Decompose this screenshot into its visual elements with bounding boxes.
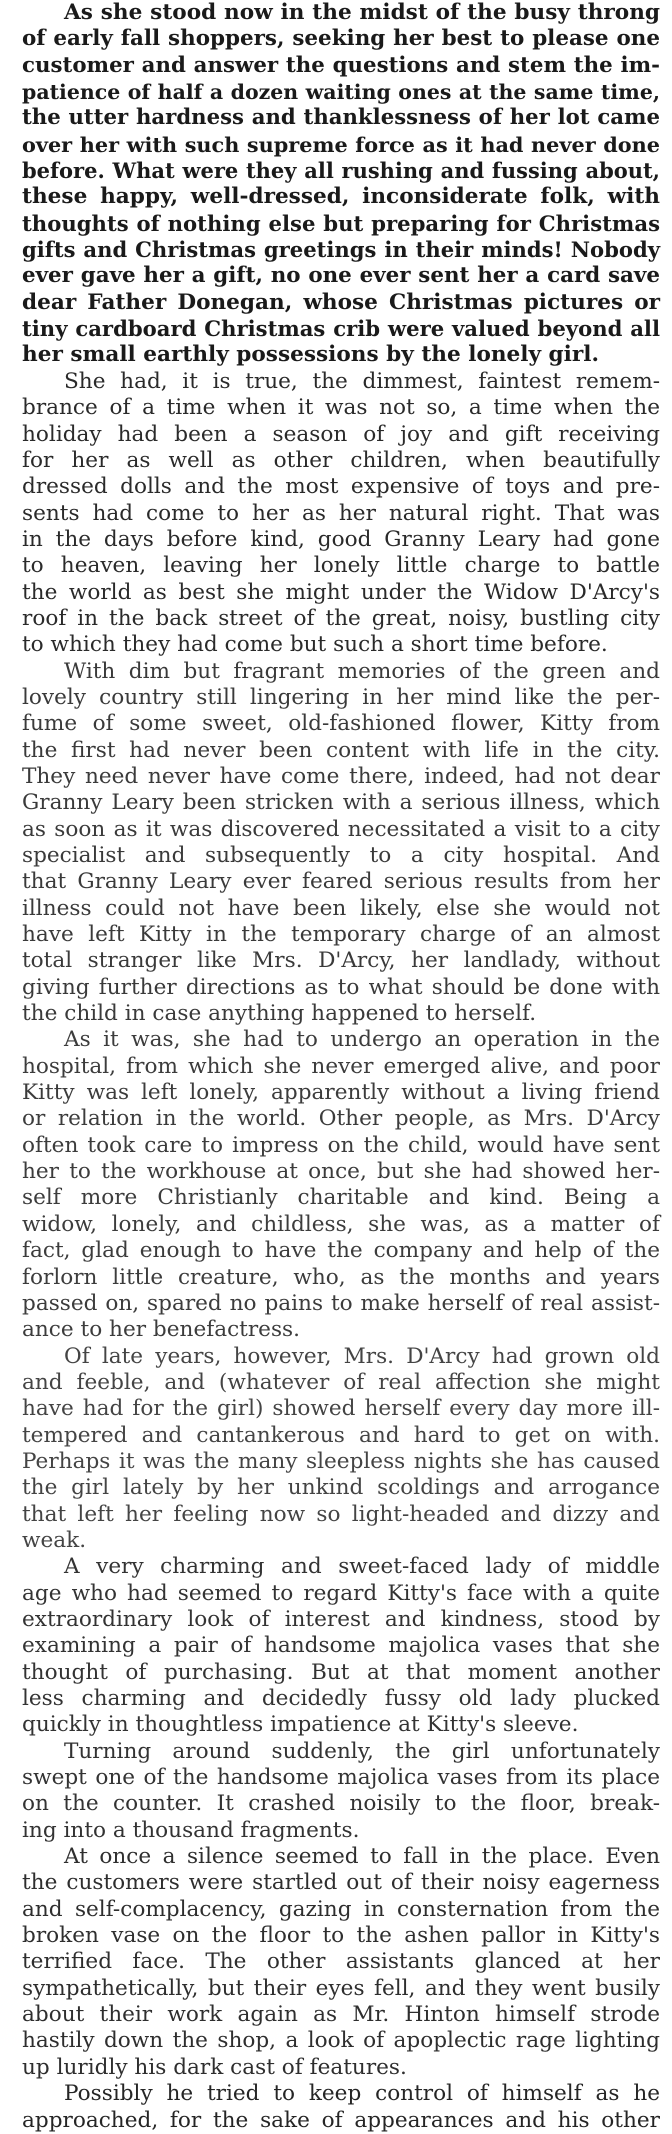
text-line: broken vase on the floor to the ashen pallor in Kitty's — [22, 1923, 660, 1949]
paragraph — [22, 659, 660, 1028]
text-line: the girl lately by her unkind scoldings and arrogance — [22, 1475, 660, 1501]
text-line: sympathetically, but their eyes fell, and they went busily — [22, 1975, 660, 2001]
text-line: these happy, well-dressed, inconsiderate folk, with — [22, 184, 660, 210]
text-line: of early fall shoppers, seeking her best to please one — [22, 26, 660, 52]
text-line: dear Father Donegan, whose Christmas pictures or — [22, 289, 660, 315]
text-line: hospital, from which she never emerged alive, and poor — [22, 1053, 660, 1079]
text-line: have left Kitty in the temporary charge of an almost — [22, 922, 660, 948]
text-line: up luridly his dark cast of features. — [22, 2054, 407, 2080]
text-line: holiday had been a season of joy and gift receiving — [22, 421, 660, 447]
text-line: that left her feeling now so light-headed and dizzy and — [22, 1501, 660, 1527]
text-line: tempered and cantankerous and hard to get on with. — [22, 1422, 660, 1448]
paragraph — [22, 1344, 660, 1555]
text-line: the customers were startled out of their noisy eagerness — [22, 1870, 660, 1896]
text-line: hastily down the shop, a look of apoplectic rage lighting — [22, 2028, 660, 2054]
text-line: Turning around suddenly, the girl unfortunately — [64, 1738, 660, 1764]
paragraph — [22, 1739, 660, 1844]
text-line: to heaven, leaving her lonely little charge to battle — [22, 553, 660, 579]
text-line: ing into a thousand fragments. — [22, 1817, 360, 1843]
text-line: lovely country still lingering in her mind like the per- — [22, 684, 660, 710]
paragraph — [22, 1554, 660, 1738]
text-line: customer and answer the questions and stem the im- — [22, 52, 660, 78]
text-line: Possibly he tried to keep control of himself as he — [64, 2081, 660, 2107]
text-line: age who had seemed to regard Kitty's face with a quite — [22, 1580, 660, 1606]
text-line: As it was, she had to undergo an operation in the — [64, 1027, 660, 1053]
text-line: in the days before kind, good Granny Leary had gone — [22, 526, 660, 552]
text-line: and self-complacency, gazing in consternation from the — [22, 1896, 660, 1922]
text-line: extraordinary look of interest and kindness, stood by — [22, 1606, 660, 1632]
text-line: quickly in thoughtless impatience at Kitty's sleeve. — [22, 1712, 579, 1738]
text-line: A very charming and sweet-faced lady of middle — [64, 1554, 660, 1580]
text-line: They need never have come there, indeed, had not dear — [22, 763, 660, 789]
text-line: gifts and Christmas greetings in their minds! Nobody — [22, 237, 660, 263]
text-line: fact, glad enough to have the company and help of the — [22, 1238, 660, 1264]
text-line: swept one of the handsome majolica vases from its place — [22, 1765, 660, 1791]
text-line: terrified face. The other assistants glanced at her — [22, 1949, 660, 1975]
text-line: total stranger like Mrs. D'Arcy, her landlady, without — [22, 948, 660, 974]
text-line: approached, for the sake of appearances and his other — [22, 2107, 660, 2133]
text-line: ance to her benefactress. — [22, 1317, 300, 1343]
text-line: specialist and subsequently to a city hospital. And — [22, 843, 660, 868]
paragraph — [22, 369, 660, 659]
story-text-column — [22, 0, 660, 2134]
text-line: illness could not have been likely, else she would not — [22, 895, 660, 921]
text-line: Of late years, however, Mrs. D'Arcy had grown old — [64, 1343, 660, 1369]
text-line: She had, it is true, the dimmest, faintest remem- — [64, 368, 660, 394]
text-line: fume of some sweet, old-fashioned flower, Kitty from — [22, 711, 660, 737]
text-line: for her as well as other children, when beautifully — [22, 447, 660, 473]
text-line: Perhaps it was the many sleepless nights she has caused — [22, 1448, 660, 1474]
text-line: over her with such supreme force as it had never done — [22, 131, 660, 157]
text-line: As she stood now in the midst of the busy throng — [64, 0, 660, 25]
text-line: self more Christianly charitable and kind. Being a — [22, 1185, 660, 1211]
text-line: patience of half a dozen waiting ones at the same time, — [22, 80, 660, 105]
text-line: have had for the girl) showed herself every day more ill- — [22, 1396, 660, 1422]
text-line: passed on, spared no pains to make herself of real assist- — [22, 1290, 660, 1316]
text-line: as soon as it was discovered necessitated a visit to a city — [22, 816, 660, 842]
text-line: brance of a time when it was not so, a time when the — [22, 395, 660, 421]
text-line: to which they had come but such a short time before. — [22, 632, 608, 658]
text-line: At once a silence seemed to fall in the place. Even — [64, 1844, 660, 1870]
text-line: the world as best she might under the Widow D'Arcy's — [22, 579, 660, 605]
text-line: and feeble, and (whatever of real affection she might — [22, 1369, 660, 1395]
text-line: about their work again as Mr. Hinton himself strode — [22, 2002, 660, 2028]
text-line: less charming and decidedly fussy old lady plucked — [22, 1686, 660, 1711]
text-line: the utter hardness and thanklessness of her lot came — [22, 105, 660, 131]
text-line: giving further directions as to what should be done with — [22, 974, 660, 1000]
text-line: her small earthly possessions by the lonely girl. — [22, 342, 599, 368]
text-line: Kitty was left lonely, apparently without a living friend — [22, 1080, 660, 1106]
text-line: dressed dolls and the most expensive of toys and pre- — [22, 474, 660, 500]
paragraph — [22, 2081, 660, 2134]
text-line: thoughts of nothing else but preparing for Christmas — [22, 210, 660, 236]
text-line: that Granny Leary ever feared serious results from her — [22, 869, 660, 895]
text-line: the child in case anything happened to herself. — [22, 1001, 537, 1027]
text-line: tiny cardboard Christmas crib were valued beyond all — [22, 316, 660, 342]
paragraph — [22, 0, 660, 369]
paragraph — [22, 1027, 660, 1343]
text-line: her to the workhouse at once, but she had showed her- — [22, 1159, 660, 1185]
text-line: on the counter. It crashed noisily to the floor, break- — [22, 1791, 660, 1817]
text-line: thought of purchasing. But at that moment another — [22, 1659, 660, 1685]
text-line: With dim but fragrant memories of the green and — [64, 658, 660, 684]
text-line: weak. — [22, 1527, 87, 1553]
text-line: the first had never been content with life in the city. — [22, 737, 660, 763]
text-line: roof in the back street of the great, noisy, bustling city — [22, 605, 660, 631]
text-line: often took care to impress on the child, would have sent — [22, 1132, 660, 1158]
text-line: sents had come to her as her natural right. That was — [22, 500, 660, 526]
text-line: before. What were they all rushing and fussing about, — [22, 158, 660, 184]
paragraph — [22, 1844, 660, 2081]
text-line: widow, lonely, and childless, she was, as a matter of — [22, 1211, 660, 1237]
text-line: ever gave her a gift, no one ever sent her a card save — [22, 263, 660, 289]
text-line: or relation in the world. Other people, as Mrs. D'Arcy — [22, 1106, 660, 1132]
text-line: Granny Leary been stricken with a serious illness, which — [22, 790, 660, 816]
text-line: forlorn little creature, who, as the months and years — [22, 1264, 660, 1290]
text-line: examining a pair of handsome majolica vases that she — [22, 1633, 660, 1659]
